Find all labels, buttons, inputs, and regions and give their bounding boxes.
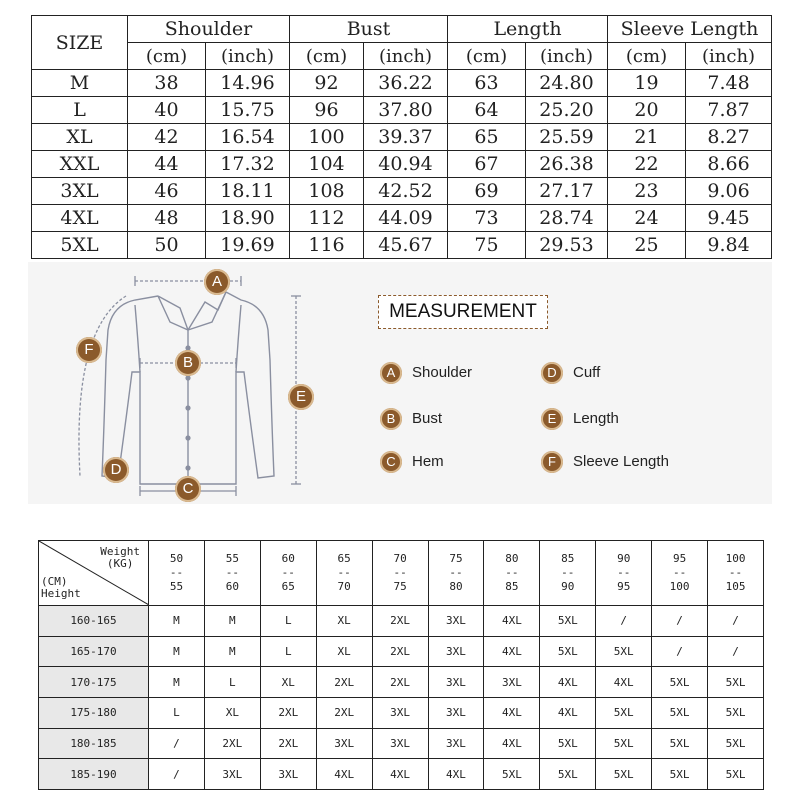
measurement-cell: 27.17 [526,178,608,205]
recommended-size-cell: 3XL [428,636,484,667]
measurement-cell: 100 [290,124,364,151]
height-row [39,606,764,637]
legend-marker-b: B [380,408,402,430]
legend-marker-a: A [380,362,402,384]
recommended-size-cell: L [204,667,260,698]
shoulder-header: Shoulder [128,16,290,43]
measurement-cell: 15.75 [206,97,290,124]
measurement-cell: 63 [448,70,526,97]
measurement-cell: 65 [448,124,526,151]
recommended-size-cell: 5XL [708,759,764,790]
height-range-cell: 170-175 [39,667,149,698]
height-row [39,728,764,759]
measurement-cell: 42 [128,124,206,151]
size-label-cell: 5XL [32,232,128,259]
recommended-size-cell: 2XL [260,728,316,759]
recommended-size-cell: XL [260,667,316,698]
measurement-cell: 38 [128,70,206,97]
legend-label-length: Length [573,410,619,427]
weight-range-header: 60 -- 65 [260,541,316,606]
weight-header-row [39,541,764,606]
weight-range-header: 65 -- 70 [316,541,372,606]
recommended-size-cell: 5XL [540,728,596,759]
measurement-cell: 75 [448,232,526,259]
recommended-size-cell: 5XL [652,759,708,790]
recommended-size-cell: / [708,606,764,637]
recommended-size-cell: 3XL [372,728,428,759]
height-row [39,667,764,698]
recommended-size-cell: 3XL [484,667,540,698]
recommended-size-cell: 3XL [204,759,260,790]
recommended-size-cell: 3XL [372,697,428,728]
recommended-size-cell: L [149,697,205,728]
size-label-cell: 3XL [32,178,128,205]
recommended-size-cell: / [149,728,205,759]
weight-range-header: 90 -- 95 [596,541,652,606]
legend-label-bust: Bust [412,410,443,427]
height-row [39,697,764,728]
weight-range-header: 95 -- 100 [652,541,708,606]
measurement-cell: 9.45 [686,205,772,232]
unit-cm: (cm) [290,43,364,70]
measurement-cell: 46 [128,178,206,205]
measurement-cell: 44 [128,151,206,178]
measurement-cell: 50 [128,232,206,259]
recommended-size-cell: 5XL [596,697,652,728]
unit-cm: (cm) [608,43,686,70]
legend-marker-d: D [541,362,563,384]
measurement-cell: 17.32 [206,151,290,178]
legend-label-shoulder: Shoulder [412,364,473,381]
measurement-cell: 19 [608,70,686,97]
recommended-size-cell: 3XL [428,606,484,637]
length-header: Length [448,16,608,43]
recommended-size-cell: 4XL [428,759,484,790]
weight-range-header: 75 -- 80 [428,541,484,606]
measurement-cell: 25.20 [526,97,608,124]
marker-c: C [175,476,201,502]
recommended-size-cell: M [149,606,205,637]
size-label-cell: XL [32,124,128,151]
size-header: SIZE [32,16,128,70]
measurement-cell: 16.54 [206,124,290,151]
weight-range-header: 100 -- 105 [708,541,764,606]
recommended-size-cell: / [708,636,764,667]
measurement-cell: 44.09 [364,205,448,232]
measurement-cell: 116 [290,232,364,259]
weight-axis-label: Weight (KG) [100,545,140,570]
recommended-size-cell: 5XL [708,728,764,759]
recommended-size-cell: 3XL [428,697,484,728]
bust-header: Bust [290,16,448,43]
measurement-cell: 42.52 [364,178,448,205]
height-row [39,636,764,667]
measurement-cell: 9.84 [686,232,772,259]
legend-marker-e: E [541,408,563,430]
measurement-cell: 26.38 [526,151,608,178]
recommended-size-cell: / [596,606,652,637]
recommended-size-cell: 5XL [540,759,596,790]
height-range-cell: 175-180 [39,697,149,728]
size-label-cell: XXL [32,151,128,178]
size-label-cell: L [32,97,128,124]
marker-e: E [288,384,314,410]
recommended-size-cell: 3XL [260,759,316,790]
height-range-cell: 185-190 [39,759,149,790]
measurement-cell: 20 [608,97,686,124]
measurement-cell: 22 [608,151,686,178]
legend-label-hem: Hem [412,453,444,470]
height-range-cell: 180-185 [39,728,149,759]
measurement-cell: 64 [448,97,526,124]
recommended-size-cell: 2XL [316,667,372,698]
weight-height-body [39,541,764,790]
measurement-cell: 25.59 [526,124,608,151]
recommended-size-cell: 3XL [316,728,372,759]
measurement-cell: 108 [290,178,364,205]
recommended-size-cell: 5XL [652,728,708,759]
unit-inch: (inch) [206,43,290,70]
measurement-cell: 18.11 [206,178,290,205]
recommended-size-cell: 5XL [708,667,764,698]
measurement-cell: 48 [128,205,206,232]
marker-b: B [175,350,201,376]
measurement-cell: 69 [448,178,526,205]
sleeve-length-header: Sleeve Length [608,16,772,43]
recommended-size-cell: 4XL [596,667,652,698]
recommended-size-cell: 2XL [372,667,428,698]
recommended-size-cell: 4XL [484,697,540,728]
unit-cm: (cm) [448,43,526,70]
recommended-size-cell: 2XL [372,636,428,667]
measurement-cell: 29.53 [526,232,608,259]
weight-range-header: 80 -- 85 [484,541,540,606]
measurement-cell: 40.94 [364,151,448,178]
recommended-size-cell: 2XL [372,606,428,637]
recommended-size-cell: XL [204,697,260,728]
measurement-cell: 37.80 [364,97,448,124]
measurement-cell: 18.90 [206,205,290,232]
measurement-cell: 21 [608,124,686,151]
recommended-size-cell: M [204,636,260,667]
recommended-size-cell: 5XL [708,697,764,728]
recommended-size-cell: 4XL [316,759,372,790]
unit-inch: (inch) [526,43,608,70]
measurement-cell: 14.96 [206,70,290,97]
recommended-size-cell: M [149,667,205,698]
measurement-cell: 36.22 [364,70,448,97]
recommended-size-cell: / [652,636,708,667]
recommended-size-cell: 2XL [316,697,372,728]
legend-marker-c: C [380,451,402,473]
height-row [39,759,764,790]
measurement-cell: 39.37 [364,124,448,151]
recommended-size-cell: 4XL [484,636,540,667]
measurement-cell: 23 [608,178,686,205]
height-axis-label: (CM) Height [41,575,81,600]
size-label-cell: 4XL [32,205,128,232]
recommended-size-cell: 4XL [484,606,540,637]
recommended-size-cell: 5XL [652,667,708,698]
measurement-cell: 67 [448,151,526,178]
recommended-size-cell: 5XL [596,728,652,759]
size-label-cell: M [32,70,128,97]
weight-range-header: 85 -- 90 [540,541,596,606]
measurement-cell: 19.69 [206,232,290,259]
measurement-cell: 28.74 [526,205,608,232]
table-corner-cell [39,541,149,606]
recommended-size-cell: 4XL [540,697,596,728]
weight-range-header: 55 -- 60 [204,541,260,606]
weight-range-header: 70 -- 75 [372,541,428,606]
marker-f: F [76,337,102,363]
recommended-size-cell: 2XL [204,728,260,759]
recommended-size-cell: 3XL [428,728,484,759]
recommended-size-cell: 5XL [540,636,596,667]
marker-a: A [204,269,230,295]
measurement-cell: 25 [608,232,686,259]
recommended-size-cell: 2XL [260,697,316,728]
recommended-size-cell: 5XL [540,606,596,637]
measurement-cell: 7.87 [686,97,772,124]
recommended-size-cell: XL [316,636,372,667]
unit-cm: (cm) [128,43,206,70]
measurement-cell: 104 [290,151,364,178]
measurement-cell: 73 [448,205,526,232]
measurement-cell: 45.67 [364,232,448,259]
recommended-size-cell: 4XL [372,759,428,790]
measurement-cell: 112 [290,205,364,232]
recommended-size-cell: M [204,606,260,637]
height-range-cell: 165-170 [39,636,149,667]
recommended-size-cell: 4XL [540,667,596,698]
recommended-size-cell: 5XL [484,759,540,790]
weight-height-table [38,540,764,790]
measurement-cell: 7.48 [686,70,772,97]
measurement-cell: 24 [608,205,686,232]
recommended-size-cell: M [149,636,205,667]
unit-inch: (inch) [686,43,772,70]
measurement-cell: 40 [128,97,206,124]
measurement-cell: 8.66 [686,151,772,178]
recommended-size-cell: 3XL [428,667,484,698]
measurement-cell: 96 [290,97,364,124]
recommended-size-cell: / [149,759,205,790]
recommended-size-cell: / [652,606,708,637]
recommended-size-cell: L [260,606,316,637]
measurement-cell: 92 [290,70,364,97]
marker-d: D [103,457,129,483]
recommended-size-cell: XL [316,606,372,637]
measurement-cell: 24.80 [526,70,608,97]
measurement-cell: 8.27 [686,124,772,151]
weight-range-header: 50 -- 55 [149,541,205,606]
unit-inch: (inch) [364,43,448,70]
legend-label-cuff: Cuff [573,364,601,381]
legend-marker-f: F [541,451,563,473]
height-range-cell: 160-165 [39,606,149,637]
measurement-cell: 9.06 [686,178,772,205]
recommended-size-cell: 4XL [484,728,540,759]
recommended-size-cell: 5XL [596,636,652,667]
measurement-title: MEASUREMENT [378,295,548,329]
recommended-size-cell: L [260,636,316,667]
recommended-size-cell: 5XL [596,759,652,790]
recommended-size-cell: 5XL [652,697,708,728]
legend-label-sleeve-length: Sleeve Length [573,453,669,470]
